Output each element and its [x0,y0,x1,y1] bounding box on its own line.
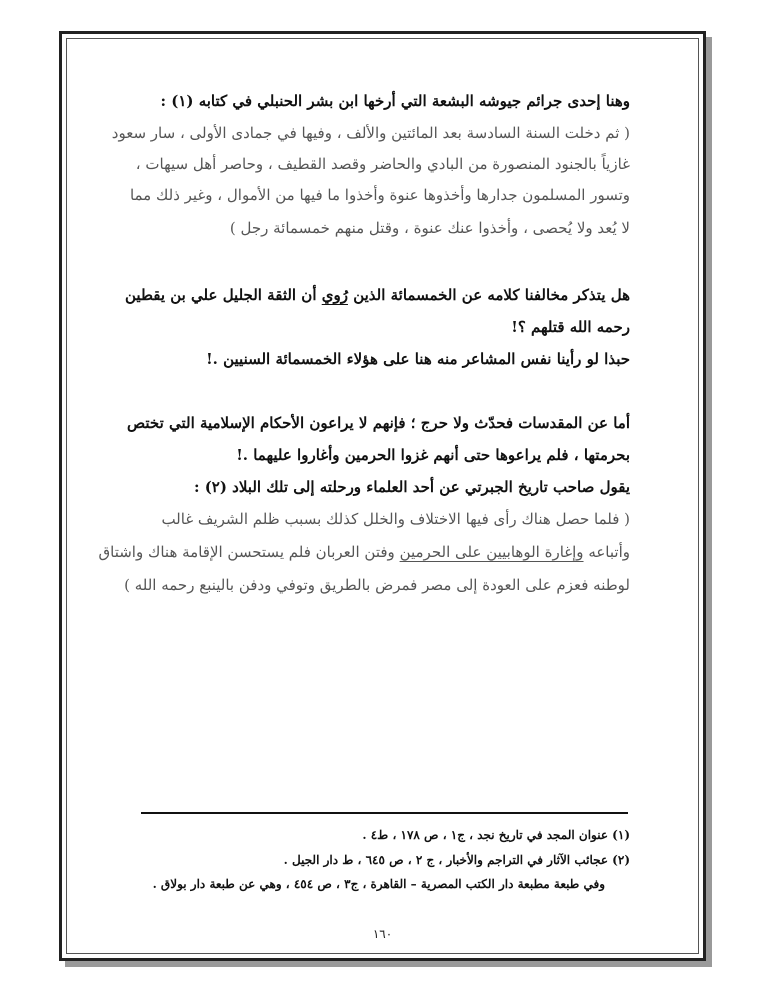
para1-intro: وهنا إحدى جرائم جيوشه البشعة التي أرخها ابن بشر الحنبلي في كتابه (١) : [160,92,630,110]
page-shadow-right [706,37,712,967]
para3-line2: بحرمتها ، فلم يراعوها حتى أنهم غزوا الحرمين وأغاروا عليهما .! [236,446,630,464]
footnote-separator [141,812,628,814]
para1-quote-line: غازياً بالجنود المنصورة من البادي والحاضر وقصد القطيف ، وحاصر أهل سيهات ، [135,155,630,173]
para1-quote-line: ( ثم دخلت السنة السادسة بعد المائتين والألف ، وفيها في جمادى الأولى ، سار سعود [111,124,630,142]
para2-line1 [125,286,630,304]
page-number: ١٦٠ [372,927,393,941]
footnote: (١) عنوان المجد في تاريخ نجد ، ج١ ، ص ١٧٨ ، ط٤ . [362,828,630,842]
page-shadow-bottom [65,961,712,967]
para3-quote-line3: لوطنه فعزم على العودة إلى مصر فمرض بالطريق وتوفي ودفن بالينبع رحمه الله ) [124,576,630,594]
para3-quote-line2 [98,543,630,561]
para2-line1-underlined: رُوي [321,286,348,304]
para2-line3: حبذا لو رأينا نفس المشاعر منه هنا على هؤلاء الخمسمائة السنيين .! [206,350,630,368]
page-border-inner [66,38,699,954]
para1-quote-line: وتسور المسلمون جدارها وأخذوها عنوة وأخذوا ما فيها من الأموال ، وغير ذلك مما [129,186,630,204]
para3-quote-line2-before: وأتباعه [588,543,630,561]
footnote: وفي طبعة مطبعة دار الكتب المصرية – القاهرة ، ج٣ ، ص ٤٥٤ ، وهي عن طبعة دار بولاق . [152,877,605,891]
para3-quote-line2-underlined: وإغارة الوهابيين على الحرمين [399,543,584,561]
para3-quote-line1: ( فلما حصل هناك رأى فيها الاختلاف والخلل كذلك بسبب ظلم الشريف غالب [161,510,630,528]
para3-quote-line2-after: وفتن العربان فلم يستحسن الإقامة هناك واشتاق [98,543,395,561]
para1-quote-line: لا يُعد ولا يُحصى ، وأخذوا عنك عنوة ، وقتل منهم خمسمائة رجل ) [229,219,630,237]
para2-line1-before: هل يتذكر مخالفنا كلامه عن الخمسمائة الذين [353,286,630,304]
para3-line1: أما عن المقدسات فحدّث ولا حرج ؛ فإنهم لا يراعون الأحكام الإسلامية التي تختص [126,414,630,432]
para3-line3: يقول صاحب تاريخ الجبرتي عن أحد العلماء ورحلته إلى تلك البلاد (٢) : [193,478,630,496]
para2-line1-after: أن الثقة الجليل علي بن يقطين [125,286,317,304]
footnote: (٢) عجائب الآثار في التراجم والأخبار ، ج ٢ ، ص ٦٤٥ ، ط دار الجيل . [283,853,630,867]
para2-line2: رحمه الله قتلهم ؟! [511,318,630,336]
